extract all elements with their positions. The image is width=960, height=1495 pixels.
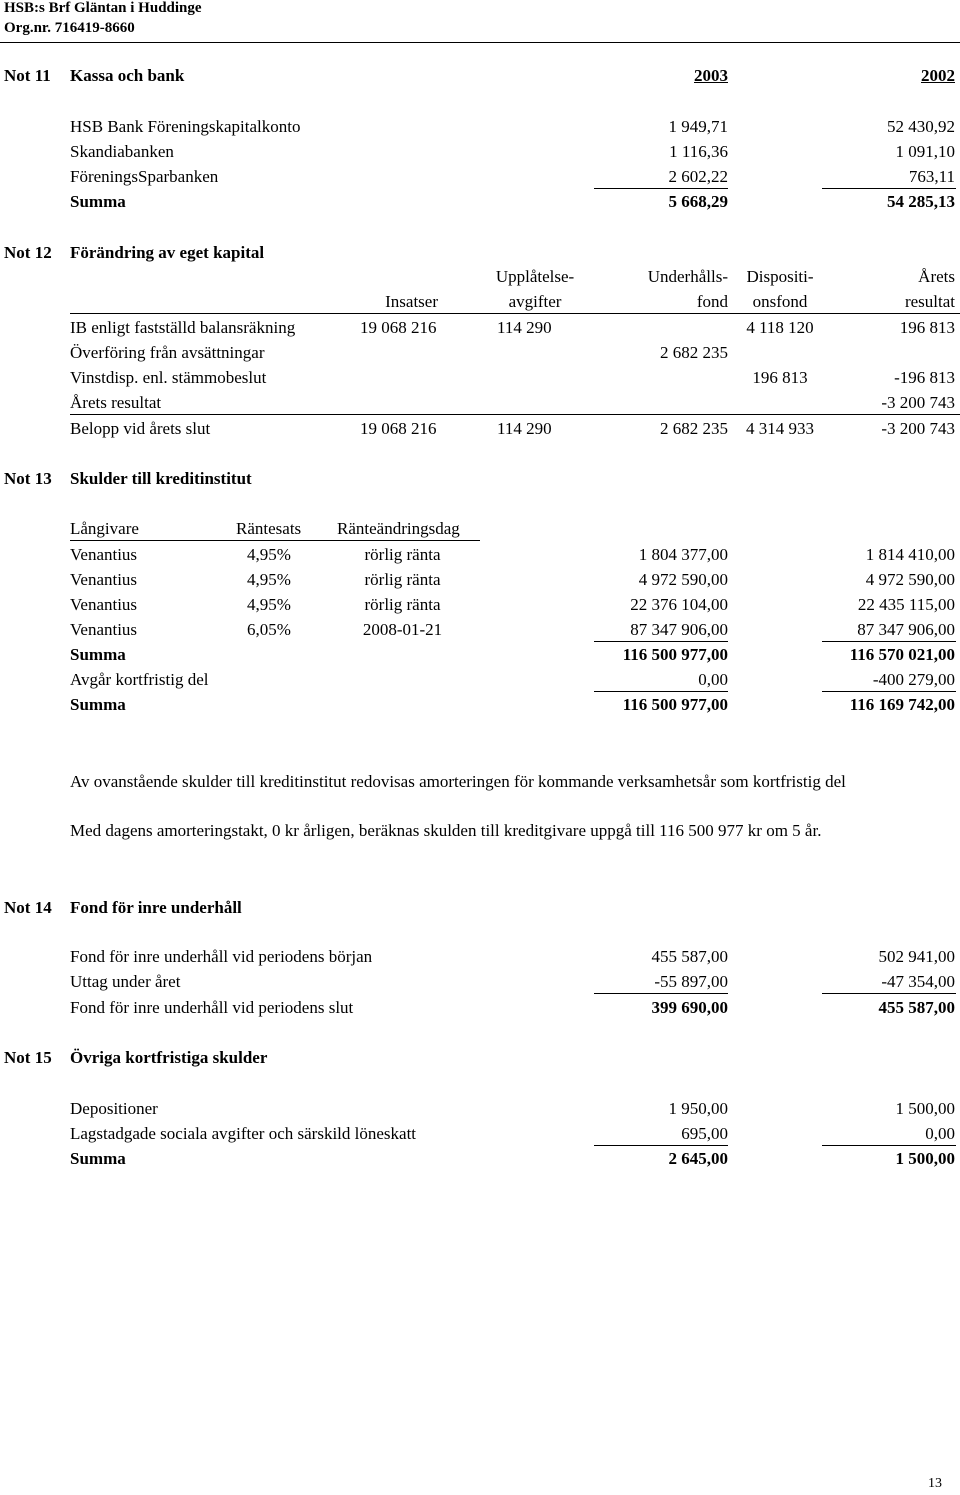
short-term-v1: 0,00 — [698, 670, 728, 689]
equity-cell-underhall: 2 682 235 — [660, 343, 728, 362]
page-number: 13 — [928, 1476, 942, 1491]
loan-v1: 4 972 590,00 — [638, 570, 728, 589]
loan-date: rörlig ränta — [364, 595, 441, 614]
short-term-v2: -400 279,00 — [872, 670, 955, 689]
loan-total-label: Summa — [70, 695, 126, 714]
sum-rule — [822, 993, 956, 994]
sum-rule — [594, 1145, 728, 1146]
sum-rule — [594, 188, 728, 189]
loan-v1: 87 347 906,00 — [630, 620, 728, 639]
fund-sum-v2: 455 587,00 — [878, 998, 955, 1017]
loan-date: 2008-01-21 — [362, 620, 443, 639]
header-underhall-2: fond — [696, 292, 728, 311]
equity-cell-upplatelse: 114 290 — [497, 419, 552, 438]
header-rule — [70, 313, 960, 314]
loan-date: rörlig ränta — [364, 570, 441, 589]
liability-row-v2: 0,00 — [925, 1124, 955, 1143]
equity-cell-disp: 4 314 933 — [746, 419, 814, 438]
equity-cell-underhall: 2 682 235 — [660, 419, 728, 438]
note11-row-label: HSB Bank Föreningskapitalkonto — [70, 117, 301, 136]
liability-sum-v2: 1 500,00 — [895, 1149, 955, 1168]
loan-lender: Venantius — [70, 545, 138, 564]
liability-sum-v1: 2 645,00 — [668, 1149, 728, 1168]
note11-row-v1: 2 602,22 — [668, 167, 728, 186]
loan-date: rörlig ränta — [364, 545, 441, 564]
note11-sum-v2: 54 285,13 — [887, 192, 955, 211]
loan-sum-label: Summa — [70, 645, 126, 664]
loan-v1: 22 376 104,00 — [630, 595, 728, 614]
loan-rate: 4,95% — [247, 545, 291, 564]
sum-rule — [822, 1145, 956, 1146]
liability-row-label: Depositioner — [70, 1099, 158, 1118]
fund-row-v1: 455 587,00 — [651, 947, 728, 966]
loan-v2: 4 972 590,00 — [865, 570, 955, 589]
loan-rate: 6,05% — [247, 620, 291, 639]
loan-v2: 22 435 115,00 — [857, 595, 955, 614]
header-disp-2: onsfond — [752, 292, 808, 311]
sum-rule — [594, 993, 728, 994]
loan-sum-v1: 116 500 977,00 — [622, 645, 728, 664]
note13-title: Skulder till kreditinstitut — [70, 469, 252, 488]
loan-v2: 1 814 410,00 — [865, 545, 955, 564]
sum-rule — [822, 691, 956, 692]
fund-row-v1: -55 897,00 — [654, 972, 728, 991]
note11-sum-v1: 5 668,29 — [668, 192, 728, 211]
equity-row-label: IB enligt fastställd balansräkning — [70, 318, 296, 337]
loan-v1: 1 804 377,00 — [638, 545, 728, 564]
loan-note-paragraph: Av ovanstående skulder till kreditinstitut redovisas amorteringen för kommande verksamhetsår som kortfristig del — [70, 772, 846, 791]
equity-row-label: Överföring från avsättningar — [70, 343, 265, 362]
equity-cell-insatser: 19 068 216 — [360, 318, 437, 337]
liability-sum-label: Summa — [70, 1149, 126, 1168]
equity-row-label: Belopp vid årets slut — [70, 419, 211, 438]
liability-row-v1: 1 950,00 — [668, 1099, 728, 1118]
header-upplatelse-1: Upplåtelse- — [495, 267, 575, 286]
org-number: Org.nr. 716419-8660 — [4, 20, 135, 36]
note11-row-v2: 1 091,10 — [895, 142, 955, 161]
loan-lender: Venantius — [70, 570, 138, 589]
note13-number: Not 13 — [4, 469, 52, 488]
header-arets-2: resultat — [904, 292, 955, 311]
loan-lender: Venantius — [70, 620, 138, 639]
note11-row-v1: 1 949,71 — [668, 117, 728, 136]
loan-total-v1: 116 500 977,00 — [622, 695, 728, 714]
liability-row-v1: 695,00 — [681, 1124, 728, 1143]
header-insatser: Insatser — [385, 292, 438, 311]
header-upplatelse-2: avgifter — [508, 292, 562, 311]
equity-row-label: Årets resultat — [70, 393, 162, 412]
equity-cell-arets: -3 200 743 — [881, 419, 955, 438]
header-underhall-1: Underhålls- — [647, 267, 728, 286]
loan-sum-v2: 116 570 021,00 — [849, 645, 955, 664]
note12-title: Förändring av eget kapital — [70, 243, 265, 262]
header-langivare: Långivare — [70, 519, 139, 538]
note12-number: Not 12 — [4, 243, 52, 262]
note11-row-label: FöreningsSparbanken — [70, 167, 219, 186]
note11-number: Not 11 — [4, 66, 51, 85]
header-disp-1: Dispositi- — [746, 267, 814, 286]
note15-number: Not 15 — [4, 1048, 52, 1067]
equity-cell-arets: 196 813 — [899, 318, 955, 337]
liability-row-v2: 1 500,00 — [895, 1099, 955, 1118]
note14-number: Not 14 — [4, 898, 52, 917]
sum-rule — [594, 691, 728, 692]
note11-row-label: Skandiabanken — [70, 142, 174, 161]
header-rantesats: Räntesats — [236, 519, 302, 538]
header-rule — [70, 540, 480, 541]
equity-cell-upplatelse: 114 290 — [497, 318, 552, 337]
note11-row-v2: 763,11 — [908, 167, 955, 186]
equity-row-label: Vinstdisp. enl. stämmobeslut — [70, 368, 267, 387]
note15-title: Övriga kortfristiga skulder — [70, 1048, 268, 1067]
loan-lender: Venantius — [70, 595, 138, 614]
loan-v2: 87 347 906,00 — [857, 620, 955, 639]
loan-total-v2: 116 169 742,00 — [849, 695, 955, 714]
liability-row-label: Lagstadgade sociala avgifter och särskild löneskatt — [70, 1124, 417, 1143]
equity-cell-disp: 196 813 — [752, 368, 808, 387]
loan-rate: 4,95% — [247, 595, 291, 614]
header-rule — [0, 42, 960, 43]
sum-rule — [822, 188, 956, 189]
equity-cell-insatser: 19 068 216 — [360, 419, 437, 438]
note11-sum-label: Summa — [70, 192, 126, 211]
sum-rule — [822, 641, 956, 642]
short-term-label: Avgår kortfristig del — [70, 670, 209, 689]
fund-row-label: Fond för inre underhåll vid periodens början — [70, 947, 373, 966]
header-andringsdag: Ränteändringsdag — [337, 519, 460, 538]
fund-row-v2: -47 354,00 — [881, 972, 955, 991]
total-rule — [70, 414, 960, 415]
fund-row-v2: 502 941,00 — [878, 947, 955, 966]
equity-cell-arets: -196 813 — [894, 368, 955, 387]
note11-title: Kassa och bank — [70, 66, 185, 85]
loan-note-paragraph: Med dagens amorteringstakt, 0 kr årligen, beräknas skulden till kreditgivare uppgå till 116 500 977 kr om 5 år. — [70, 821, 822, 840]
equity-cell-arets: -3 200 743 — [881, 393, 955, 412]
org-name: HSB:s Brf Gläntan i Huddinge — [4, 0, 202, 16]
loan-rate: 4,95% — [247, 570, 291, 589]
sum-rule — [594, 641, 728, 642]
note11-col-2002: 2002 — [921, 66, 955, 85]
header-arets-1: Årets — [918, 267, 955, 286]
fund-row-label: Fond för inre underhåll vid periodens slut — [70, 998, 354, 1017]
fund-sum-v1: 399 690,00 — [651, 998, 728, 1017]
note11-row-v2: 52 430,92 — [887, 117, 955, 136]
note11-col-2003: 2003 — [694, 66, 728, 85]
note14-title: Fond för inre underhåll — [70, 898, 242, 917]
equity-cell-disp: 4 118 120 — [746, 318, 814, 337]
fund-row-label: Uttag under året — [70, 972, 181, 991]
note11-row-v1: 1 116,36 — [669, 142, 728, 161]
